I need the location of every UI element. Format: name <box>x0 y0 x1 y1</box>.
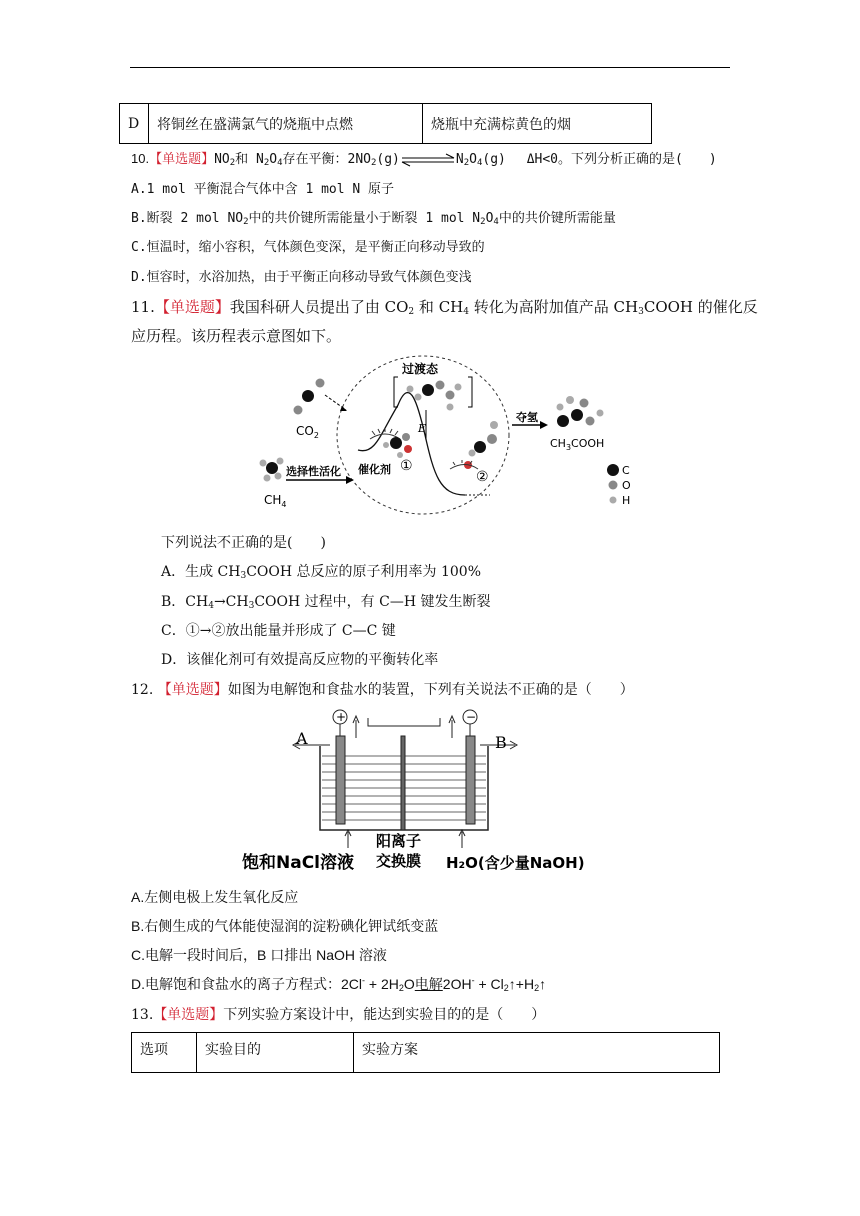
option-d-table <box>119 103 652 144</box>
transition-state-label: 过渡态 <box>402 362 439 376</box>
right-solution-label: H₂O(含少量NaOH) <box>446 854 585 872</box>
q12-option-b: B.右侧生成的气体能使湿润的淀粉碘化钾试纸变蓝 <box>131 918 439 934</box>
cation-exchange-membrane <box>401 736 405 830</box>
q11-stem-line2: 应历程。该历程表示意图如下。 <box>131 327 342 345</box>
membrane-label-2: 交换膜 <box>376 852 422 870</box>
q11-stem-line1: 11.【单选题】我国科研人员提出了由 $CO_2$ 和 $CH_4$ 转化为高附加值产品 $CH_3COOH$ 的催化反 <box>131 298 758 317</box>
step2-label: ② <box>476 469 489 485</box>
anode-electrode <box>336 736 345 824</box>
catalyst-label: 催化剂 <box>358 463 391 476</box>
cathode-electrode <box>466 736 475 824</box>
svg-text:O: O <box>622 479 631 492</box>
ch4-label: $CH_4$ <box>264 493 287 509</box>
table-header-option: 选项 <box>132 1033 197 1073</box>
question-type-tag: 【单选题】 <box>154 298 230 316</box>
membrane-label-1: 阳离子 <box>376 832 422 850</box>
energy-label: E <box>418 422 427 435</box>
transition-state-molecule-icon <box>407 381 462 411</box>
q12-option-d: D.电解饱和食盐水的离子方程式：$2Cl^- + 2H_2O$电解$2OH^- + Cl_2↑+H_2↑$ <box>131 975 547 993</box>
action-cell: 将铜丝在盛满氯气的烧瓶中点燃 <box>149 104 423 144</box>
reaction-mechanism-diagram <box>250 355 650 525</box>
selective-activation-label: 选择性活化 <box>286 465 341 478</box>
port-a-label: A <box>296 729 308 748</box>
q10-option-b: B.断裂 2 mol $NO_2$中的共价键所需能量小于断裂 1 mol $N_2O_4$中的共价键所需能量 <box>131 211 616 227</box>
reaction-zone-circle <box>337 356 509 514</box>
q13-table <box>131 1032 720 1073</box>
q11-option-b: B．$CH_4\to CH_3COOH$ 过程中，有 C—H 键发生断裂 <box>161 594 491 611</box>
question-type-tag: 【单选题】 <box>157 682 228 698</box>
left-solution-label: 饱和NaCl溶液 <box>242 853 355 873</box>
q12-option-a: A.左侧电极上发生氧化反应 <box>131 889 299 905</box>
acetic-acid-molecule-icon <box>557 396 604 427</box>
electrolysis-condition: 电解 <box>414 976 443 992</box>
co2-label: $CO_2$ <box>296 424 319 440</box>
question-type-tag: 【单选题】 <box>149 152 215 167</box>
ch4-molecule-icon <box>260 458 284 482</box>
svg-text:C: C <box>622 464 630 477</box>
atom-legend <box>607 464 631 507</box>
intermediate-molecule-icon <box>450 421 498 469</box>
electrolysis-apparatus-diagram <box>240 708 630 878</box>
port-b-label: B <box>495 733 507 752</box>
question-type-tag: 【单选题】 <box>153 1007 224 1023</box>
phenomenon-cell: 烧瓶中充满棕黄色的烟 <box>423 104 652 144</box>
q10-option-a: A.1 mol 平衡混合气体中含 1 mol N 原子 <box>131 182 395 197</box>
hydrogen-abstraction-label: 夺氢 <box>516 411 538 424</box>
q10-option-c: C.恒温时，缩小容积，气体颜色变深，是平衡正向移动导致的 <box>131 240 485 255</box>
q10-stem: 10.【单选题】$NO_2$和 $N_2O_4$存在平衡：$2NO_2(g)$ $N_2O_4(g)$ ΔH<0。下列分析正确的是( ) <box>131 151 717 168</box>
option-cell: D <box>120 104 149 144</box>
q11-option-a: A．生成 $CH_3COOH$ 总反应的原子利用率为 100% <box>161 564 482 581</box>
q11-prompt: 下列说法不正确的是( ) <box>161 535 326 551</box>
header-rule <box>130 67 730 68</box>
svg-text:H: H <box>622 494 631 507</box>
table-header-purpose: 实验目的 <box>197 1033 354 1073</box>
q12-option-c: C.电解一段时间后，B 口排出 NaOH 溶液 <box>131 947 387 963</box>
product-label: $CH_3COOH$ <box>550 437 605 452</box>
q13-stem: 13.【单选题】下列实验方案设计中，能达到实验目的的是（ ） <box>131 1007 546 1023</box>
oxygen-atom-icon <box>609 481 618 490</box>
svg-text:+: + <box>336 710 347 724</box>
table-header-plan: 实验方案 <box>354 1033 720 1073</box>
q12-stem: 12. 【单选题】如图为电解饱和食盐水的装置，下列有关说法不正确的是（ ） <box>131 682 634 698</box>
step1-label: ① <box>400 458 413 474</box>
q10-option-d: D.恒容时，水浴加热，由于平衡正向移动导致气体颜色变浅 <box>131 270 472 285</box>
carbon-atom-icon <box>607 464 619 476</box>
q11-option-c: C．①→②放出能量并形成了 C—C 键 <box>161 623 396 639</box>
co2-molecule-icon <box>294 379 325 415</box>
hydrogen-atom-icon <box>610 497 617 504</box>
equilibrium-arrow-icon <box>400 153 456 167</box>
q11-option-d: D．该催化剂可有效提高反应物的平衡转化率 <box>161 652 439 668</box>
svg-text:−: − <box>466 710 477 724</box>
